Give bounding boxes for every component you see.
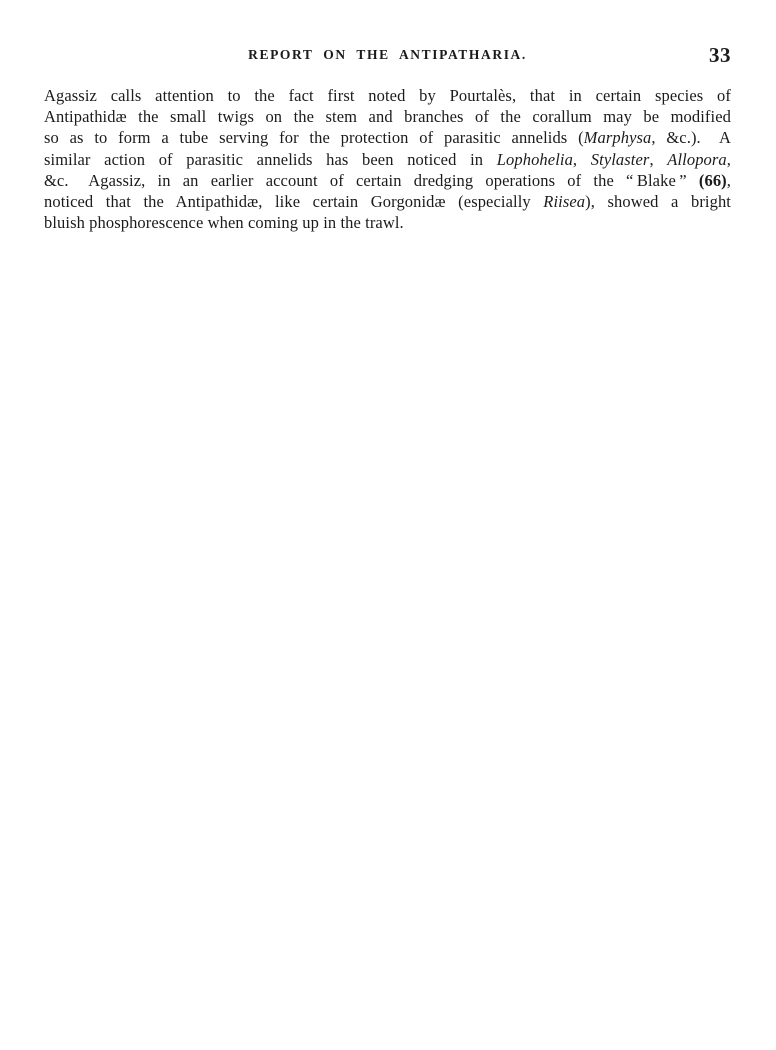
text-line [44, 106, 731, 127]
text-segment: Antipathidæ the small twigs on the stem and branches of the corallum may be modified [44, 107, 731, 127]
page-number: 33 [709, 43, 731, 67]
text-segment: , [649, 149, 668, 169]
text-segment: noticed that the Antipathidæ, like certain Gorgonidæ (especially [44, 192, 544, 212]
text-line [44, 212, 731, 233]
running-title: REPORT ON THE ANTIPATHARIA. [248, 47, 527, 62]
text-line [44, 149, 731, 170]
text-segment: similar action of parasitic annelids has been noticed in [44, 149, 497, 169]
text-segment: , &c.). A [651, 128, 731, 148]
text-segment: , [726, 170, 731, 190]
italic-text-segment: Stylaster [590, 149, 650, 169]
text-segment: bluish phosphorescence when coming up in the trawl. [44, 213, 404, 233]
text-segment: , [572, 149, 591, 169]
page-header [44, 43, 731, 70]
text-segment: ), showed a bright [585, 192, 731, 212]
text-segment: so as to form a tube serving for the protection of parasitic annelids ( [44, 128, 584, 148]
bold-text-segment: (66) [698, 170, 727, 190]
text-line [44, 85, 731, 106]
text-line [44, 127, 731, 148]
italic-text-segment: Lophohelia [496, 149, 573, 169]
italic-text-segment: Riisea [543, 192, 586, 212]
italic-text-segment: Marphysa [583, 128, 652, 148]
text-line [44, 191, 731, 212]
text-segment: Agassiz calls attention to the fact first noted by Pourtalès, that in certain species of [44, 86, 731, 105]
body-paragraph [44, 85, 731, 233]
text-segment: &c. Agassiz, in an earlier account of certain dredging operations of the “ Blake ” [44, 170, 699, 190]
text-line [44, 170, 731, 191]
italic-text-segment: Allopora [667, 149, 727, 169]
text-segment: , [726, 149, 731, 169]
